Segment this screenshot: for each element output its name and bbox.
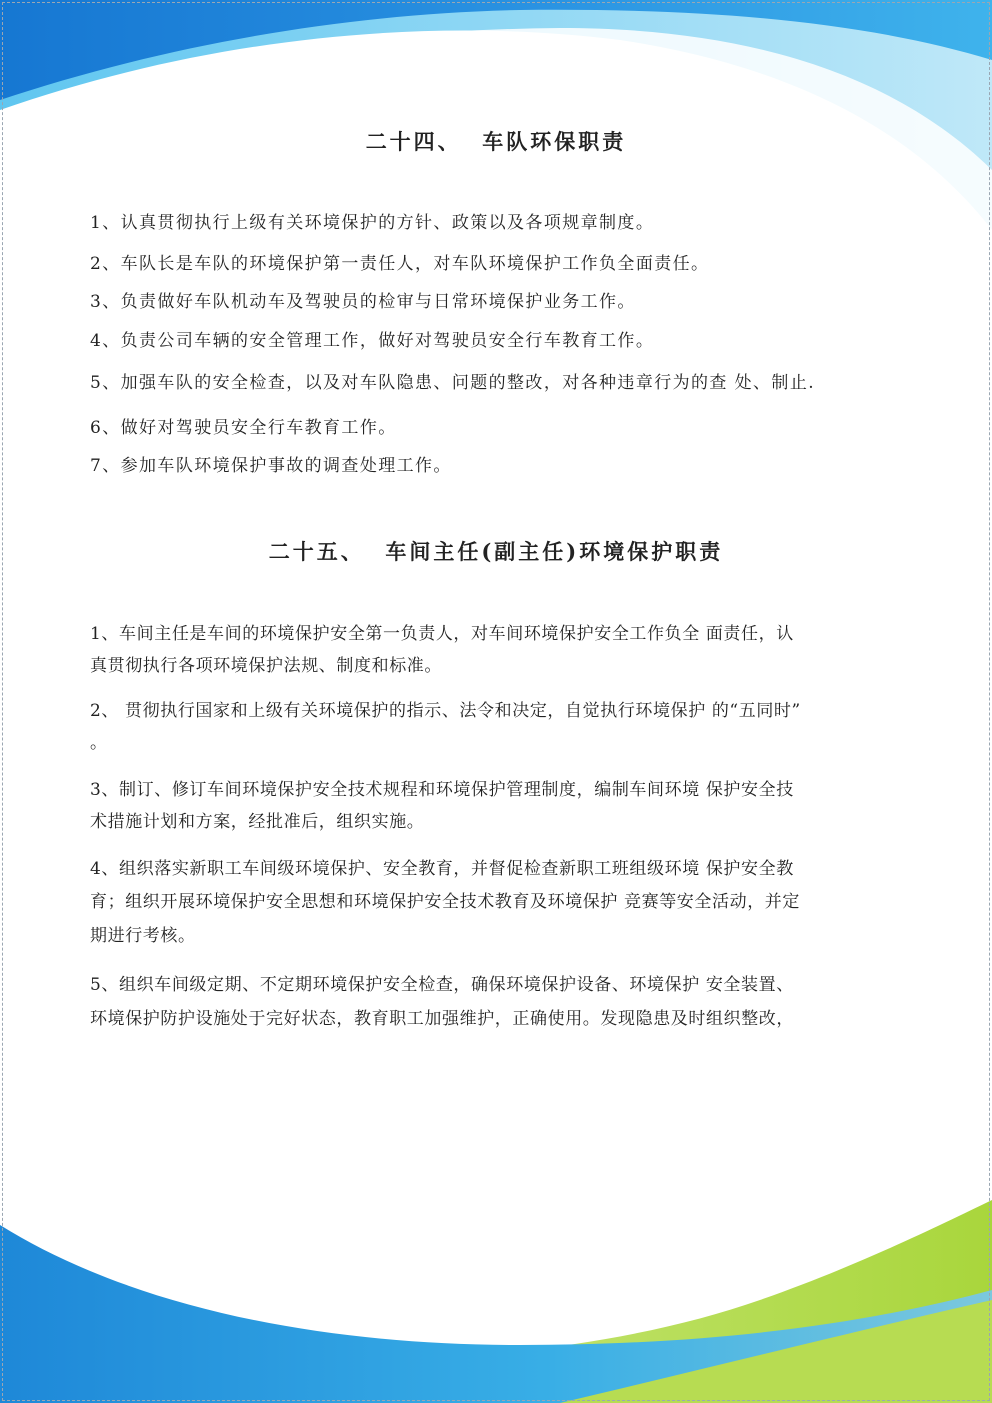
list-item-continuation: 。 <box>90 733 108 753</box>
section-24-heading: 二十四、 车队环保职责 <box>365 129 627 154</box>
list-item: 4、组织落实新职工车间级环境保护、安全教育，并督促检查新职工班组级环境 保护安全教 <box>90 859 794 879</box>
list-item: 3、制订、修订车间环境保护安全技术规程和环境保护管理制度，编制车间环境 保护安全技 <box>90 780 794 800</box>
list-item: 3、负责做好车队机动车及驾驶员的检审与日常环境保护业务工作。 <box>90 292 636 312</box>
list-item: 4、负责公司车辆的安全管理工作，做好对驾驶员安全行车教育工作。 <box>90 331 655 351</box>
list-item-continuation: 育；组织开展环境保护安全思想和环境保护安全技术教育及环境保护 竞赛等安全活动，并定 <box>90 892 801 912</box>
list-item: 2、 贯彻执行国家和上级有关环境保护的指示、法令和决定，自觉执行环境保护 的“五同时” <box>90 701 801 721</box>
list-item: 6、做好对驾驶员安全行车教育工作。 <box>90 418 397 438</box>
list-item: 1、车间主任是车间的环境保护安全第一负责人，对车间环境保护安全工作负全 面责任，认 <box>90 624 794 644</box>
list-item-continuation: 期进行考核。 <box>90 926 196 946</box>
list-item: 1、认真贯彻执行上级有关环境保护的方针、政策以及各项规章制度。 <box>90 213 655 233</box>
list-item: 5、加强车队的安全检查，以及对车队隐患、问题的整改，对各种违章行为的查 处、制止. <box>90 373 816 393</box>
list-item: 5、组织车间级定期、不定期环境保护安全检查，确保环境保护设备、环境保护 安全装置、 <box>90 975 794 995</box>
list-item-continuation: 环境保护防护设施处于完好状态，教育职工加强维护，正确使用。发现隐患及时组织整改， <box>90 1009 794 1029</box>
section-25-heading: 二十五、 车间主任(副主任)环境保护职责 <box>268 539 724 564</box>
list-item: 7、参加车队环境保护事故的调查处理工作。 <box>90 456 452 476</box>
list-item-continuation: 真贯彻执行各项环境保护法规、制度和标准。 <box>90 656 442 676</box>
list-item-continuation: 术措施计划和方案，经批准后，组织实施。 <box>90 812 425 832</box>
list-item: 2、车队长是车队的环境保护第一责任人，对车队环境保护工作负全面责任。 <box>90 254 710 274</box>
